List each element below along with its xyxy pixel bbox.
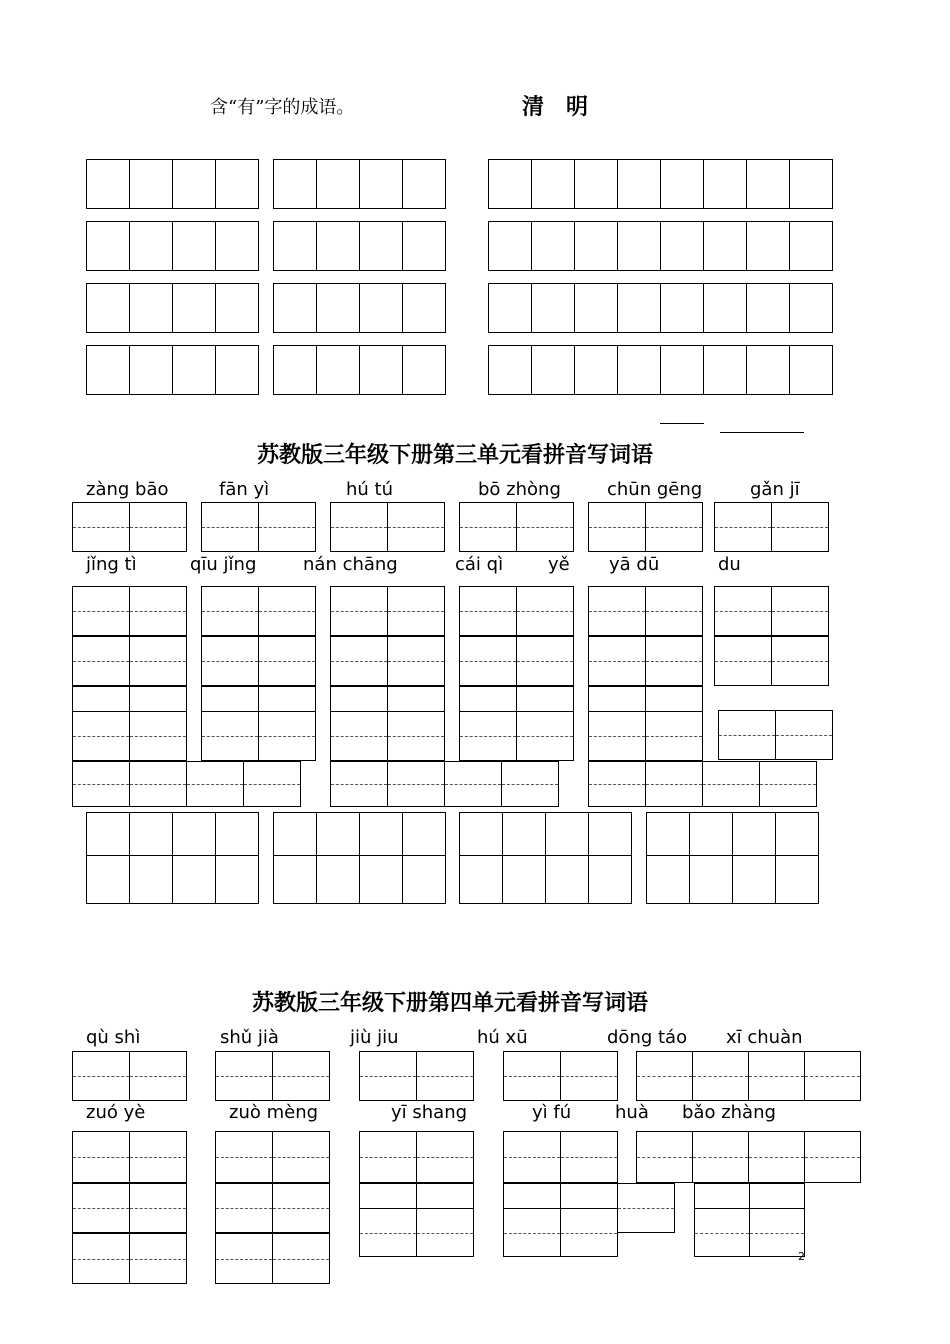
idiom-grid-row-1a[interactable] (86, 159, 258, 209)
pinyin-label: huà (615, 1102, 649, 1123)
writing-box[interactable] (714, 636, 828, 686)
pinyin-label: jiù jiu (350, 1027, 399, 1048)
writing-grid-large[interactable] (646, 812, 818, 904)
pinyin-label: nán chāng (303, 554, 398, 575)
writing-box[interactable] (72, 1183, 186, 1233)
writing-grid-large[interactable] (273, 812, 445, 904)
blank-line (720, 432, 804, 433)
writing-box-wide[interactable] (636, 1131, 860, 1183)
writing-box[interactable] (72, 586, 186, 636)
poem-grid-row-2[interactable] (488, 221, 832, 271)
page-number: 2 (798, 1250, 805, 1263)
idiom-grid-row-3b[interactable] (273, 283, 445, 333)
writing-box[interactable] (72, 502, 186, 552)
writing-box[interactable] (330, 636, 444, 686)
idiom-grid-row-3a[interactable] (86, 283, 258, 333)
writing-box[interactable] (459, 711, 573, 761)
writing-box[interactable] (503, 1051, 617, 1101)
writing-box-wide[interactable] (636, 1051, 860, 1101)
writing-box[interactable] (215, 1183, 329, 1233)
writing-box[interactable] (215, 1233, 329, 1284)
pinyin-label: yì fú (532, 1102, 572, 1123)
poem-grid-row-1[interactable] (488, 159, 832, 209)
pinyin-label: shǔ jià (220, 1027, 279, 1048)
pinyin-label: bǎo zhàng (682, 1102, 776, 1123)
idiom-grid-row-2b[interactable] (273, 221, 445, 271)
pinyin-label: zuò mèng (229, 1102, 319, 1123)
writing-box[interactable] (588, 636, 702, 686)
writing-box-wide[interactable] (588, 761, 816, 807)
writing-box[interactable] (459, 586, 573, 636)
pinyin-label: bō zhòng (478, 479, 561, 500)
pinyin-label: qù shì (86, 1027, 141, 1048)
idiom-grid-row-2a[interactable] (86, 221, 258, 271)
writing-box-wide[interactable] (72, 761, 300, 807)
pinyin-label: dōng táo (607, 1027, 688, 1048)
writing-box[interactable] (201, 636, 315, 686)
writing-box[interactable] (72, 1131, 186, 1183)
pinyin-label: chūn gēng (607, 479, 703, 500)
blank-line (660, 423, 704, 424)
writing-box[interactable] (588, 502, 702, 552)
writing-box[interactable] (330, 502, 444, 552)
pinyin-label: hú tú (346, 479, 394, 500)
writing-box[interactable] (72, 636, 186, 686)
idiom-grid-row-1b[interactable] (273, 159, 445, 209)
writing-box[interactable] (714, 502, 828, 552)
writing-grid-large[interactable] (459, 812, 631, 904)
writing-box[interactable] (694, 1208, 804, 1257)
pinyin-label: cái qì (455, 554, 504, 575)
pinyin-label: yě (548, 554, 570, 575)
writing-box[interactable] (718, 710, 832, 760)
poem-grid-row-4[interactable] (488, 345, 832, 395)
pinyin-label: qīu jǐng (190, 554, 257, 575)
pinyin-label: zàng bāo (86, 479, 169, 500)
writing-box[interactable] (215, 1131, 329, 1183)
unit4-title: 苏教版三年级下册第四单元看拼音写词语 (252, 990, 649, 1016)
writing-box[interactable] (503, 1131, 617, 1183)
writing-box[interactable] (459, 502, 573, 552)
pinyin-label: gǎn jī (750, 479, 800, 500)
pinyin-label: fān yì (219, 479, 270, 500)
writing-box[interactable] (330, 586, 444, 636)
writing-box[interactable] (714, 586, 828, 636)
writing-box[interactable] (72, 1233, 186, 1284)
poem-grid-row-3[interactable] (488, 283, 832, 333)
writing-box[interactable] (201, 586, 315, 636)
pinyin-label: yā dū (609, 554, 660, 575)
writing-box[interactable] (359, 1208, 473, 1257)
pinyin-label: xī chuàn (726, 1027, 803, 1048)
writing-box[interactable] (359, 1131, 473, 1183)
poem-title: 清明 (522, 94, 611, 120)
writing-box-wide[interactable] (330, 761, 558, 807)
idiom-grid-row-4a[interactable] (86, 345, 258, 395)
writing-grid-large[interactable] (86, 812, 258, 904)
pinyin-label: du (718, 554, 741, 575)
idiom-grid-row-4b[interactable] (273, 345, 445, 395)
writing-box[interactable] (72, 1051, 186, 1101)
writing-box[interactable] (459, 636, 573, 686)
pinyin-label: jǐng tì (86, 554, 137, 575)
idiom-prompt: 含“有”字的成语。 (210, 97, 355, 118)
writing-box[interactable] (359, 1051, 473, 1101)
pinyin-label: yī shang (391, 1102, 468, 1123)
unit3-title: 苏教版三年级下册第三单元看拼音写词语 (257, 442, 654, 468)
pinyin-label: hú xū (477, 1027, 528, 1048)
writing-box[interactable] (503, 1208, 617, 1257)
writing-box[interactable] (72, 711, 186, 761)
writing-box[interactable] (588, 586, 702, 636)
writing-box[interactable] (588, 711, 702, 761)
writing-box[interactable] (201, 502, 315, 552)
writing-box[interactable] (201, 711, 315, 761)
writing-box[interactable] (330, 711, 444, 761)
writing-box[interactable] (215, 1051, 329, 1101)
pinyin-label: zuó yè (86, 1102, 146, 1123)
